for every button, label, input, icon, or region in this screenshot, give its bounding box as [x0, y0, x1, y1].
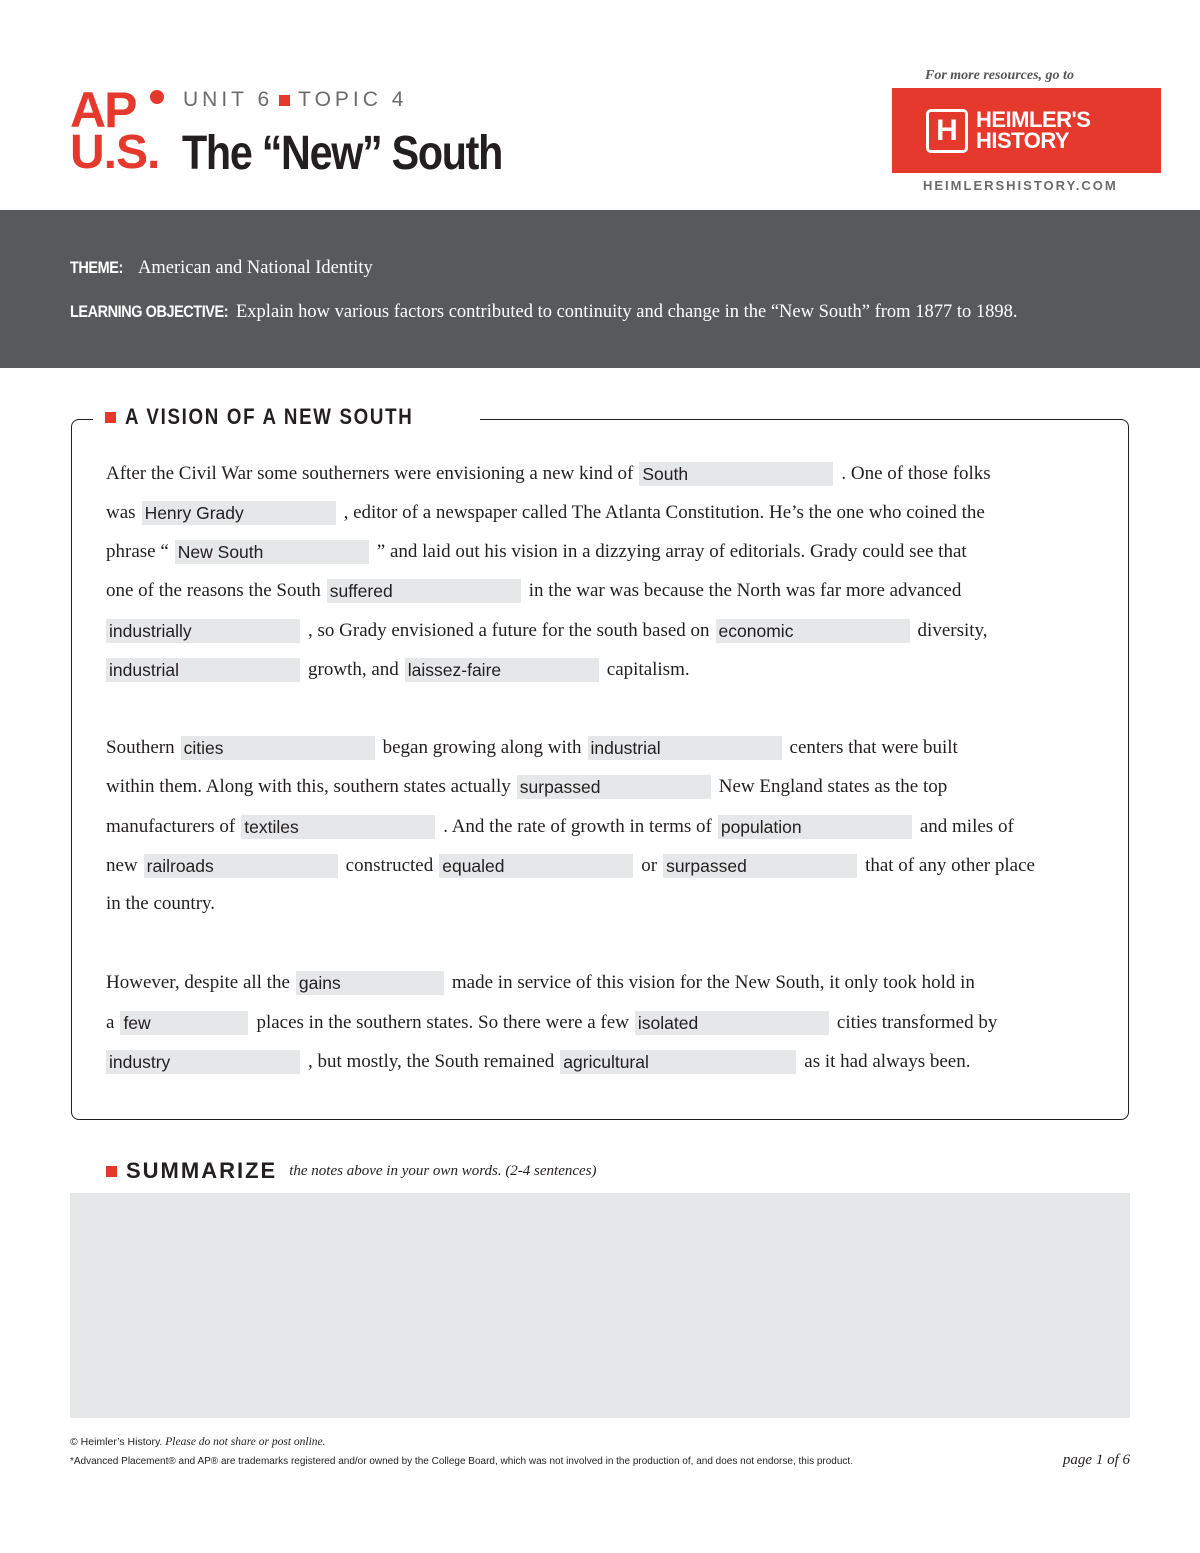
fill-blank[interactable]: cities	[181, 736, 375, 760]
section-heading	[93, 404, 480, 430]
theme-value: American and National Identity	[138, 258, 373, 278]
text-fragment: diversity,	[917, 620, 988, 641]
text-fragment: and miles of	[919, 816, 1014, 837]
brand-mark-icon: H	[926, 109, 968, 153]
text-fragment: or	[641, 855, 658, 876]
text-fragment: . One of those folks	[841, 463, 991, 484]
summarize-heading	[106, 1158, 597, 1184]
ap-us-logo	[70, 82, 160, 179]
theme-band	[0, 210, 1200, 368]
logo-line-1: AP	[70, 82, 136, 138]
fill-blank[interactable]: gains	[296, 971, 444, 995]
brand-line-1: HEIMLER'S	[976, 106, 1091, 132]
fill-blank[interactable]: economic	[716, 619, 910, 643]
topic-label: TOPIC 4	[298, 88, 408, 111]
text-fragment: After the Civil War some southerners were envisioning a new kind of	[106, 463, 634, 484]
text-line	[106, 462, 991, 486]
text-fragment: a	[106, 1012, 115, 1033]
fill-blank[interactable]: industry	[106, 1050, 300, 1074]
text-line	[106, 540, 967, 564]
text-fragment: Southern	[106, 737, 175, 758]
section-heading-text: A VISION OF A NEW SOUTH	[125, 404, 414, 429]
logo-line-2: U.S.	[70, 126, 160, 179]
text-fragment: one of the reasons the South	[106, 580, 321, 601]
fill-blank[interactable]: suffered	[327, 579, 521, 603]
text-line	[106, 815, 1014, 839]
text-fragment: constructed	[345, 855, 434, 876]
fill-blank[interactable]: industrially	[106, 619, 300, 643]
website-link[interactable]: HEIMLERSHISTORY.COM	[923, 178, 1118, 193]
share-notice: Please do not share or post online.	[165, 1436, 326, 1448]
fill-blank[interactable]: railroads	[144, 854, 338, 878]
text-line	[106, 1050, 970, 1074]
text-fragment: growth, and	[308, 659, 399, 680]
fill-blank[interactable]: industrial	[588, 736, 782, 760]
trademark-notice: *Advanced Placement® and AP® are trademarks registered and/or owned by the College Board, which was not involved in the production of, and does not endorse, this product.	[70, 1456, 853, 1467]
logo-dot-icon	[150, 90, 164, 104]
text-line	[106, 658, 690, 682]
summarize-hint: the notes above in your own words. (2-4 sentences)	[289, 1162, 597, 1179]
page-number: page 1 of 6	[1062, 1452, 1130, 1468]
text-line	[106, 971, 975, 995]
text-fragment: , editor of a newspaper called The Atlanta Constitution. He’s the one who coined the	[343, 502, 985, 523]
text-fragment: phrase “	[106, 541, 169, 562]
text-line	[106, 1011, 997, 1035]
copyright-text: © Heimler’s History.	[70, 1436, 163, 1448]
heading-square-icon	[105, 412, 116, 423]
text-fragment: centers that were built	[789, 737, 958, 758]
objective-value: Explain how various factors contributed to continuity and change in the “New South” from 1877 to 1898.	[236, 302, 1018, 322]
brand-text	[976, 106, 1091, 153]
text-fragment: New England states as the top	[718, 776, 948, 797]
separator-square-icon	[279, 95, 290, 106]
page-title: The “New” South	[182, 127, 503, 180]
fill-blank[interactable]: laissez-faire	[405, 658, 599, 682]
objective-row	[70, 302, 1017, 323]
theme-label: THEME:	[70, 258, 123, 277]
text-fragment: , so Grady envisioned a future for the south based on	[308, 620, 710, 641]
fill-blank[interactable]: agricultural	[560, 1050, 796, 1074]
objective-label: LEARNING OBJECTIVE:	[70, 302, 229, 321]
text-fragment: capitalism.	[606, 659, 690, 680]
fill-blank[interactable]: few	[120, 1011, 248, 1035]
text-line	[106, 619, 988, 643]
brand-line-2: HISTORY	[976, 127, 1070, 153]
text-fragment: made in service of this vision for the New South, it only took hold in	[451, 972, 975, 993]
fill-blank[interactable]: population	[718, 815, 912, 839]
heimlers-history-logo[interactable]	[892, 88, 1161, 173]
fill-blank[interactable]: textiles	[241, 815, 435, 839]
summary-textarea[interactable]	[70, 1193, 1130, 1418]
unit-label: UNIT 6	[183, 88, 274, 111]
text-line	[106, 579, 961, 603]
text-fragment: , but mostly, the South remained	[308, 1051, 555, 1072]
fill-blank[interactable]: industrial	[106, 658, 300, 682]
fill-blank[interactable]: surpassed	[517, 775, 711, 799]
text-fragment: in the war was because the North was far more advanced	[528, 580, 962, 601]
text-fragment: in the country.	[106, 893, 216, 914]
text-fragment: was	[106, 502, 136, 523]
text-fragment: manufacturers of	[106, 816, 236, 837]
fill-blank[interactable]: South	[639, 462, 833, 486]
text-line	[106, 501, 985, 525]
text-fragment: cities transformed by	[836, 1012, 998, 1033]
summarize-title: SUMMARIZE	[126, 1158, 278, 1183]
fill-blank[interactable]: isolated	[635, 1011, 829, 1035]
fill-blank[interactable]: Henry Grady	[142, 501, 336, 525]
text-fragment: that of any other place	[865, 855, 1035, 876]
copyright-line	[70, 1436, 326, 1448]
text-fragment: ” and laid out his vision in a dizzying array of editorials. Grady could see that	[376, 541, 967, 562]
heading-square-icon	[106, 1166, 117, 1177]
text-line	[106, 736, 958, 760]
text-fragment: places in the southern states. So there were a few	[256, 1012, 629, 1033]
text-fragment: began growing along with	[382, 737, 582, 758]
unit-topic-label	[183, 88, 407, 112]
text-line	[106, 893, 215, 915]
text-line	[106, 775, 947, 799]
text-line	[106, 854, 1035, 878]
text-fragment: within them. Along with this, southern states actually	[106, 776, 511, 797]
fill-blank[interactable]: surpassed	[663, 854, 857, 878]
text-fragment: as it had always been.	[804, 1051, 971, 1072]
fill-blank[interactable]: equaled	[439, 854, 633, 878]
text-fragment: new	[106, 855, 138, 876]
text-fragment: However, despite all the	[106, 972, 290, 993]
more-resources-text: For more resources, go to	[925, 68, 1074, 83]
theme-row	[70, 258, 373, 279]
fill-blank[interactable]: New South	[175, 540, 369, 564]
text-fragment: . And the rate of growth in terms of	[443, 816, 712, 837]
